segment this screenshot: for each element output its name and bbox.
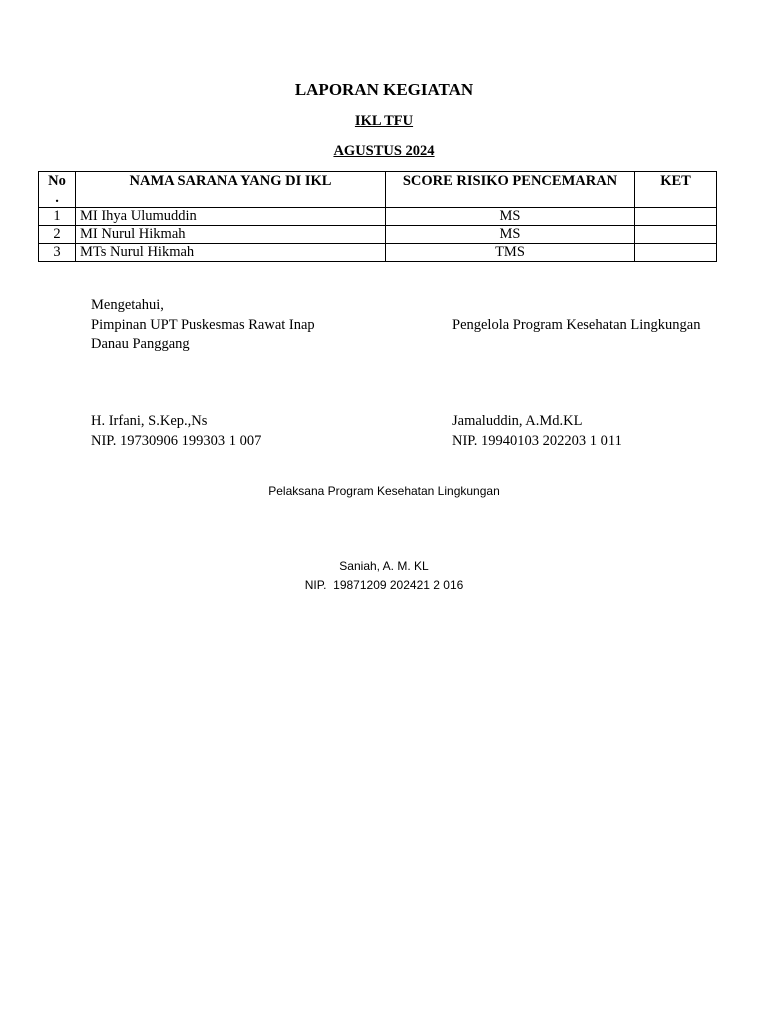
column-header-no <box>39 172 76 208</box>
cell-score: MS <box>386 226 635 244</box>
report-subtitle: IKL TFU <box>354 113 414 129</box>
activity-table <box>38 171 717 262</box>
table-header-row <box>39 172 717 208</box>
column-header-no-line1: No <box>48 173 66 189</box>
cell-ket <box>635 208 717 226</box>
report-period: AGUSTUS 2024 <box>333 143 435 159</box>
table-row <box>39 244 717 262</box>
cell-no: 2 <box>39 226 76 244</box>
report-title: LAPORAN KEGIATAN <box>294 80 474 99</box>
cell-score: MS <box>386 208 635 226</box>
column-header-ket: KET <box>635 172 717 208</box>
right-signature-role: Pengelola Program Kesehatan Lingkungan <box>452 317 701 333</box>
center-signature-role: Pelaksana Program Kesehatan Lingkungan <box>268 484 500 498</box>
table-row <box>39 208 717 226</box>
center-signature-name: Saniah, A. M. KL <box>339 559 429 573</box>
cell-no: 3 <box>39 244 76 262</box>
cell-score: TMS <box>386 244 635 262</box>
cell-ket <box>635 226 717 244</box>
cell-nama: MTs Nurul Hikmah <box>76 244 386 262</box>
cell-ket <box>635 244 717 262</box>
column-header-no-line2: . <box>55 190 59 206</box>
right-signature-name: Jamaluddin, A.Md.KL <box>452 413 583 429</box>
cell-nama: MI Nurul Hikmah <box>76 226 386 244</box>
center-signature-nip: NIP. 19871209 202421 2 016 <box>304 578 464 592</box>
cell-nama: MI Ihya Ulumuddin <box>76 208 386 226</box>
left-signature-nip: NIP. 19730906 199303 1 007 <box>91 433 262 449</box>
cell-no: 1 <box>39 208 76 226</box>
left-signature-role-line2: Danau Panggang <box>91 336 190 352</box>
right-signature-nip: NIP. 19940103 202203 1 011 <box>452 433 622 449</box>
left-signature-intro: Mengetahui, <box>91 297 164 313</box>
column-header-score: SCORE RISIKO PENCEMARAN <box>386 172 635 208</box>
column-header-nama: NAMA SARANA YANG DI IKL <box>76 172 386 208</box>
table-row <box>39 226 717 244</box>
left-signature-role: Pimpinan UPT Puskesmas Rawat Inap <box>91 317 315 333</box>
left-signature-name: H. Irfani, S.Kep.,Ns <box>91 413 208 429</box>
